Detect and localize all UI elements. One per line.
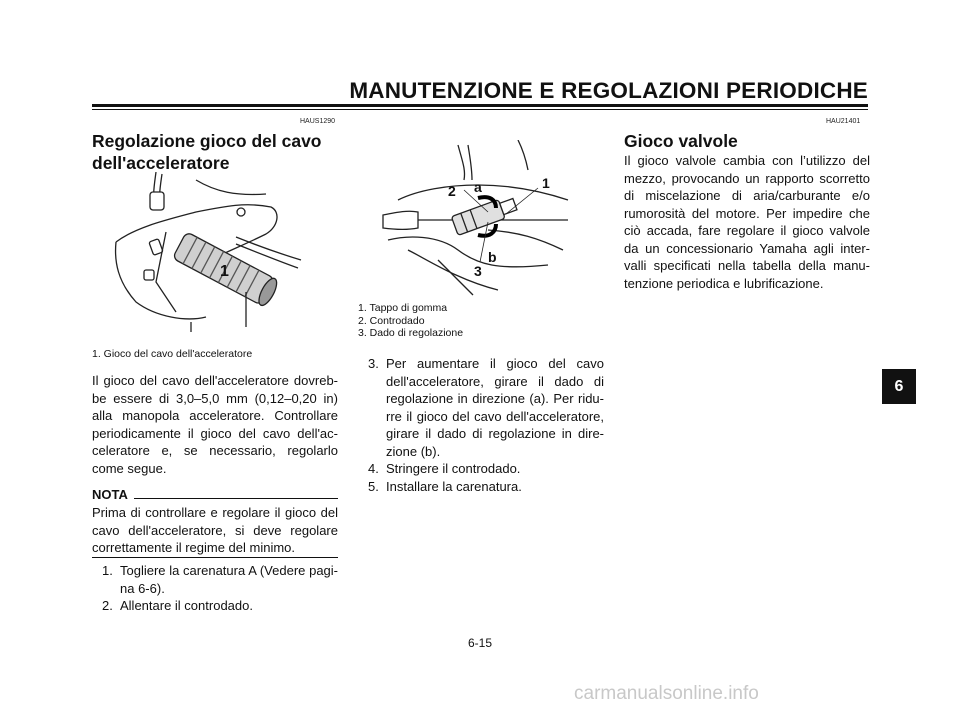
step-text: Installare la carenatura. — [386, 478, 522, 494]
note-text: Prima di controllare e regolare il gioco del cavo dell'acceleratore, si deve regolare correttamente il regime del minimo. — [92, 505, 338, 555]
header-rule-thin — [92, 109, 868, 110]
note-rule — [134, 498, 338, 499]
figure-label-a: a — [474, 179, 482, 195]
figure-label-1: 1 — [542, 175, 550, 191]
section-heading — [624, 130, 874, 152]
note-end-rule — [92, 557, 338, 558]
step-number: 2. — [102, 598, 113, 613]
list-item — [368, 460, 604, 478]
list-item — [102, 597, 338, 615]
step-text: Per aumentare il gioco del cavo dell'acceleratore, girare il dado di regolazione in direzione (a). Per ridu-rre il gioco del cavo dell'acceleratore, girare il dado di regolazione in dire-zione (b). — [386, 356, 604, 459]
page-number: 6-15 — [467, 636, 493, 650]
section-heading-text: Gioco valvole — [624, 131, 738, 151]
steps-list-middle — [368, 355, 604, 495]
steps-list-left — [102, 562, 338, 615]
body-paragraph: Il gioco valvole cambia con l’utilizzo del mezzo, provocando un rapporto scorretto di miscelazione di aria/carburante e/o rumorosità del motore. Per impedire che ciò accada, fare regolare il gioco valvole da un concessionario Yamaha agli inter-valli specificati nella tabella della manu-tenzione periodica e lubrificazione. — [624, 153, 870, 291]
header-rule — [92, 104, 868, 107]
note-heading — [92, 487, 338, 502]
step-number: 1. — [102, 563, 113, 578]
step-text: Stringere il controdado. — [386, 461, 521, 476]
list-item — [368, 355, 604, 460]
list-item — [102, 562, 338, 597]
section-heading — [92, 130, 342, 174]
step-text: Togliere la carenatura A (Vedere pagi-na 6-6). — [120, 563, 338, 596]
section-heading-line2: dell'acceleratore — [92, 153, 230, 173]
figure-caption: 1. Gioco del cavo dell'acceleratore — [92, 348, 253, 360]
caption-item: 2. Controdado — [358, 314, 425, 327]
section-code: HAU21401 — [826, 118, 861, 125]
body-paragraph: Il gioco del cavo dell'acceleratore dovreb-be essere di 3,0–5,0 mm (0,12–0,20 in) alla manopola acceleratore. Controllare periodicamente il gioco del cavo dell'ac-celeratore e, se necessario, regolarlo come segue. — [92, 373, 338, 476]
note-label: NOTA — [92, 487, 128, 502]
step-number: 3. — [368, 356, 379, 371]
section-heading-line1: Regolazione gioco del cavo — [92, 131, 322, 151]
figure-label-1: 1 — [220, 263, 229, 280]
figure-caption-list — [358, 302, 598, 340]
section-code: HAUS1290 — [300, 118, 336, 125]
step-text: Allentare il controdado. — [120, 598, 253, 613]
caption-item: 1. Tappo di gomma — [358, 302, 448, 314]
list-item — [368, 478, 604, 496]
caption-item: 3. Dado di regolazione — [358, 327, 464, 339]
figure-label-b: b — [488, 249, 497, 265]
page-header-title: MANUTENZIONE E REGOLAZIONI PERIODICHE — [349, 78, 868, 103]
chapter-tab: 6 — [882, 369, 916, 404]
watermark: carmanualsonline.info — [574, 683, 759, 704]
figure-label-3: 3 — [474, 263, 482, 279]
cable-adjuster-illustration — [378, 140, 574, 298]
step-number: 4. — [368, 461, 379, 476]
step-number: 5. — [368, 478, 379, 494]
figure-label-2: 2 — [448, 183, 456, 199]
throttle-grip-illustration — [96, 172, 312, 332]
